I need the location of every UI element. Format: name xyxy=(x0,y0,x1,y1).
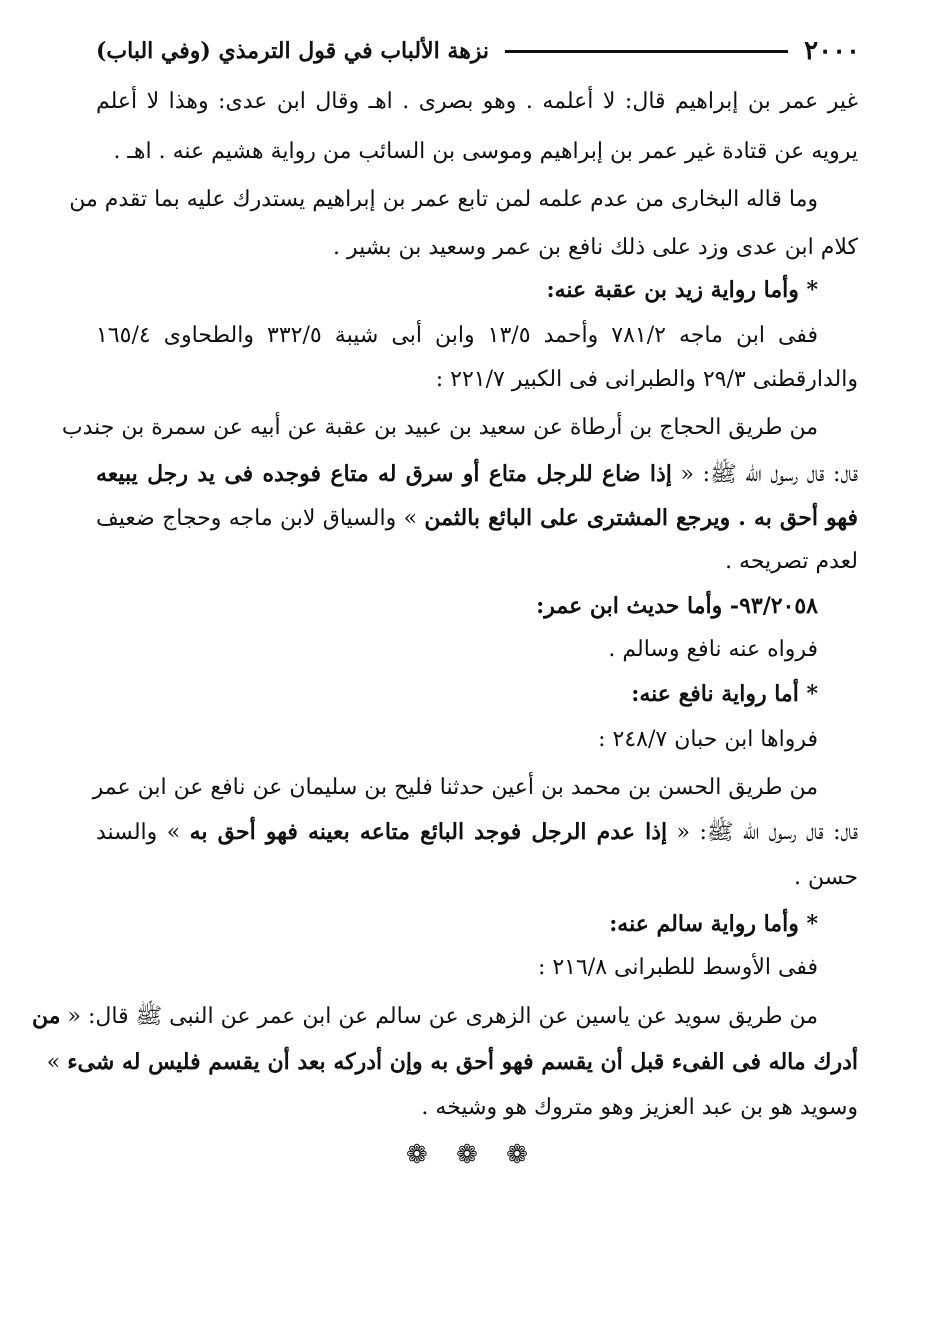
text-line xyxy=(96,80,858,124)
text-line xyxy=(96,718,818,762)
text-line xyxy=(46,1040,858,1084)
section-separator: ❁ ❁ ❁ xyxy=(406,1140,538,1170)
bold-text: فهو أحق به . ويرجع المشترى على البائع بالثمن xyxy=(424,505,858,531)
text-segment: من طريق الحسن بن محمد بن أعين حدثنا فليح بن سليمان عن نافع عن ابن عمر xyxy=(92,775,818,800)
text-line xyxy=(69,178,818,222)
text-segment: » والسند xyxy=(96,820,190,845)
bold-text: ٩٣/٢٠٥٨- وأما حديث ابن عمر: xyxy=(536,593,818,619)
text-line xyxy=(32,994,818,1038)
text-segment: وما قاله البخارى من عدم علمه لمن تابع عمر بن إبراهيم يستدرك عليه بما تقدم من xyxy=(69,187,818,212)
text-line xyxy=(96,496,858,540)
text-line xyxy=(96,314,818,358)
bold-text: إذا ضاع للرجل متاع أو سرق له متاع فوجده فى يد رجل يبيعه xyxy=(96,461,672,487)
running-header xyxy=(96,34,860,68)
text-line xyxy=(96,452,858,496)
text-segment: فرواه عنه نافع وسالم . xyxy=(608,637,818,662)
text-line xyxy=(96,130,858,174)
text-segment: » xyxy=(46,1050,68,1075)
text-segment: من طريق سويد عن ياسين عن الزهرى عن سالم عن ابن عمر عن النبى ﷺ قال: « xyxy=(60,1004,818,1029)
text-line xyxy=(96,226,858,270)
text-line xyxy=(96,584,818,628)
text-line xyxy=(96,1086,858,1130)
text-segment: كلام ابن عدى وزد على ذلك نافع بن عمر وسعيد بن بشير . xyxy=(332,235,858,260)
bold-text: أدرك ماله فى الفىء قبل أن يقسم فهو أحق به وإن أدركه بعد أن يقسم فليس له شىء xyxy=(67,1049,858,1075)
text-segment: فرواها ابن حبان ٢٤٨/٧ : xyxy=(598,727,818,752)
text-line xyxy=(96,268,818,312)
text-line xyxy=(96,810,858,854)
text-segment: يرويه عن قتادة غير عمر بن إبراهيم وموسى بن السائب من رواية هشيم عنه . اهـ . xyxy=(113,139,858,164)
text-segment: » والسياق لابن ماجه وحجاج ضعيف xyxy=(96,506,425,531)
text-line xyxy=(61,406,818,450)
bold-text: إذا عدم الرجل فوجد البائع متاعه بعينه فهو أحق به xyxy=(189,819,668,845)
text-line xyxy=(96,540,858,584)
bold-text: * وأما رواية سالم عنه: xyxy=(609,911,818,937)
text-line xyxy=(92,766,818,810)
text-line xyxy=(96,902,818,946)
text-segment: ففى الأوسط للطبرانى ٢١٦/٨ : xyxy=(537,955,818,980)
text-segment: قال: قال رسول الله ﷺ: « xyxy=(671,462,858,487)
text-line xyxy=(96,628,818,672)
running-title: نزهة الألباب في قول الترمذي (وفي الباب) xyxy=(96,38,490,64)
text-segment: وسويد هو بن عبد العزيز وهو متروك هو وشيخه . xyxy=(421,1095,858,1120)
text-segment: غير عمر بن إبراهيم قال: لا أعلمه . وهو بصرى . اهـ وقال ابن عدى: وهذا لا أعلم xyxy=(96,89,858,114)
text-segment: حسن . xyxy=(794,865,858,890)
text-line xyxy=(96,856,858,900)
text-segment: ففى ابن ماجه ٧٨١/٢ وأحمد ١٣/٥ وابن أبى شيبة ٣٣٢/٥ والطحاوى ١٦٥/٤ xyxy=(96,323,818,348)
text-segment: قال: قال رسول الله ﷺ: « xyxy=(667,820,858,845)
bold-text: * أما رواية نافع عنه: xyxy=(631,681,818,707)
bold-text: من xyxy=(32,1003,61,1029)
page-number: ٢٠٠٠ xyxy=(804,36,860,66)
text-segment: لعدم تصريحه . xyxy=(725,549,858,574)
header-rule xyxy=(505,50,788,53)
text-segment: والدارقطنى ٢٩/٣ والطبرانى فى الكبير ٢٢١/٧ : xyxy=(435,367,858,392)
text-line xyxy=(96,358,858,402)
text-line xyxy=(96,672,818,716)
text-segment: من طريق الحجاج بن أرطاة عن سعيد بن عبيد بن عقبة عن أبيه عن سمرة بن جندب xyxy=(61,415,818,440)
bold-text: * وأما رواية زيد بن عقبة عنه: xyxy=(546,277,818,303)
text-line xyxy=(96,946,818,990)
